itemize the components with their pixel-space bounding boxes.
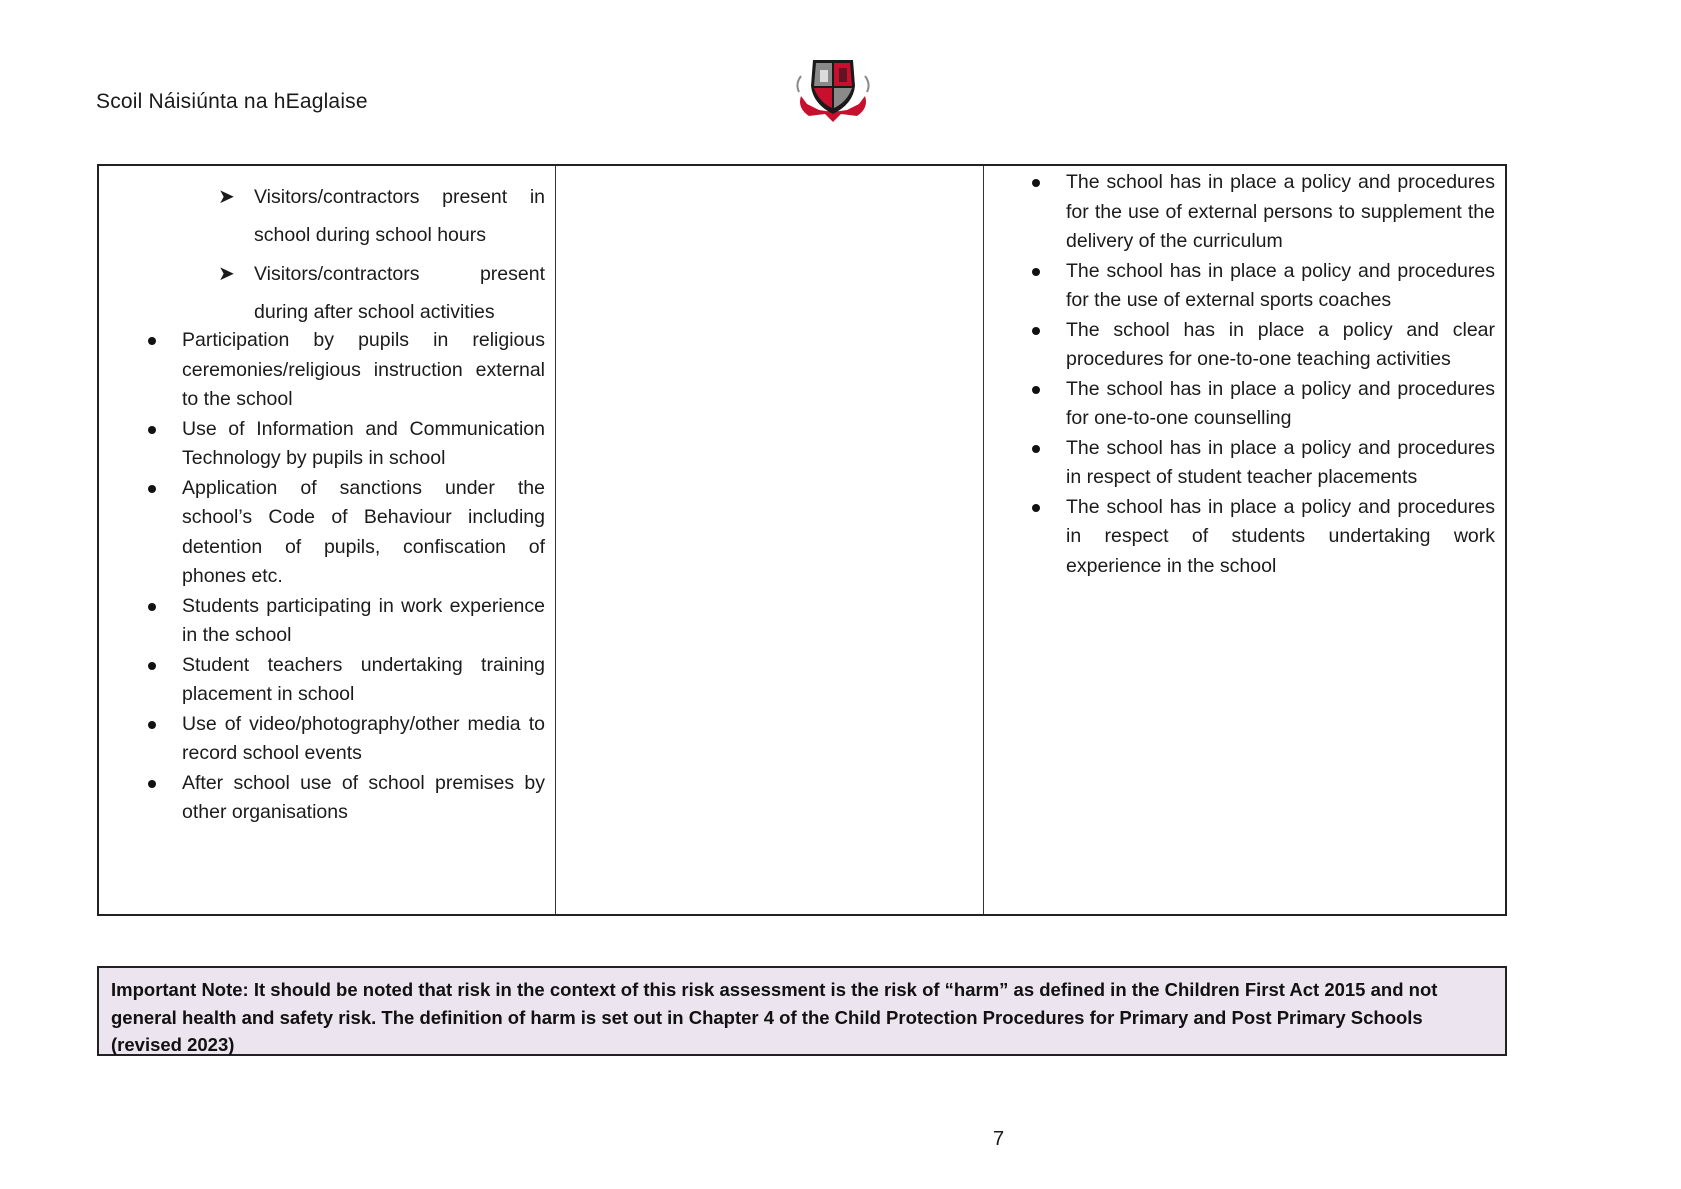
list-item: The school has in place a policy and procedures in respect of student teacher placements (1066, 434, 1495, 493)
arrow-bullet-icon: ➤ (218, 263, 235, 285)
bullet-icon (148, 662, 156, 670)
bullet-icon (1032, 445, 1040, 453)
important-note: Important Note: It should be noted that risk in the context of this risk assessment is the risk of “harm” as defined in the Children First Act 2015 and not general health and safety risk. The definition of harm is set out in Chapter 4 of the Child Protection Procedures for Primary and Post Primary Schools (revised 2023) (97, 966, 1507, 1056)
bullet-list (99, 326, 545, 828)
list-item: Student teachers undertaking training placement in school (182, 651, 545, 710)
list-item: ➤ Visitors/contractors present in school during school hours (254, 178, 545, 254)
list-item: The school has in place a policy and procedures in respect of students undertaking work experience in the school (1066, 493, 1495, 582)
school-name: Scoil Náisiúnta na hEaglaise (96, 90, 368, 113)
sub-item-list (99, 178, 545, 331)
list-item: Students participating in work experience in the school (182, 592, 545, 651)
bullet-icon (148, 603, 156, 611)
risk-table (97, 164, 1507, 916)
table-column-3 (984, 166, 1505, 914)
list-item: Use of video/photography/other media to record school events (182, 710, 545, 769)
list-item: The school has in place a policy and clear procedures for one-to-one teaching activities (1066, 316, 1495, 375)
arrow-bullet-icon: ➤ (218, 186, 235, 208)
list-item: The school has in place a policy and procedures for the use of external sports coaches (1066, 257, 1495, 316)
page-number: 7 (993, 1128, 1005, 1150)
list-item: Participation by pupils in religious ceremonies/religious instruction external to the school (182, 326, 545, 415)
list-item: The school has in place a policy and procedures for the use of external persons to supplement the delivery of the curriculum (1066, 168, 1495, 257)
list-item: ➤ Visitors/contractors present during after school activities (254, 255, 545, 331)
bullet-list (984, 168, 1495, 581)
bullet-icon (148, 780, 156, 788)
bullet-icon (148, 337, 156, 345)
list-item: The school has in place a policy and procedures for one-to-one counselling (1066, 375, 1495, 434)
bullet-icon (148, 721, 156, 729)
list-item: Application of sanctions under the school’s Code of Behaviour including detention of pupils, confiscation of phones etc. (182, 474, 545, 592)
bullet-icon (148, 485, 156, 493)
list-item: After school use of school premises by other organisations (182, 769, 545, 828)
list-item: Use of Information and Communication Technology by pupils in school (182, 415, 545, 474)
bullet-icon (1032, 386, 1040, 394)
school-crest-icon (795, 56, 871, 126)
table-column-1 (99, 166, 556, 914)
bullet-icon (1032, 327, 1040, 335)
table-column-2 (556, 166, 984, 914)
bullet-icon (1032, 268, 1040, 276)
bullet-icon (148, 426, 156, 434)
bullet-icon (1032, 179, 1040, 187)
bullet-icon (1032, 504, 1040, 512)
